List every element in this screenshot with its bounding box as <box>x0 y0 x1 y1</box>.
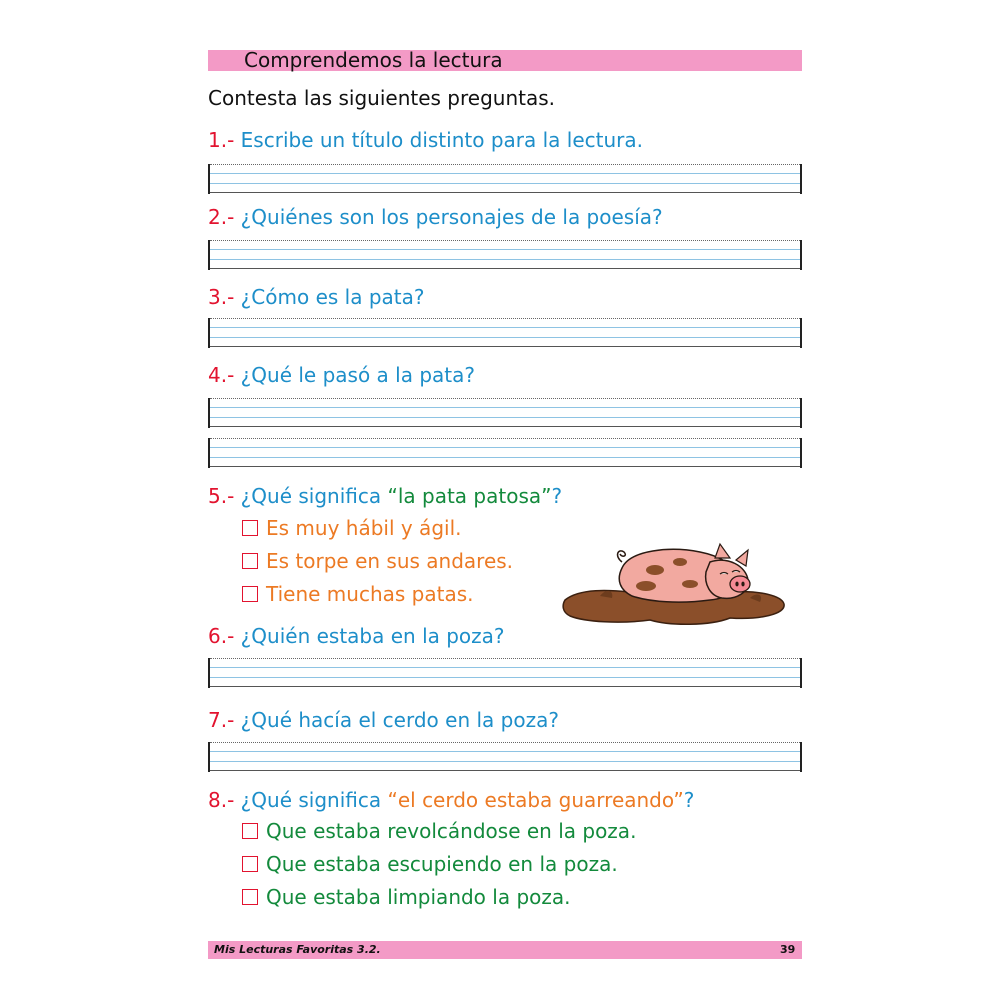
question-quote: “la pata patosa” <box>387 484 552 508</box>
question-text: ¿Cómo es la pata? <box>240 285 425 309</box>
checkbox[interactable] <box>242 586 258 602</box>
question-4 <box>208 363 475 387</box>
option-q8-1[interactable] <box>242 819 636 843</box>
question-text: ¿Qué significa <box>240 484 382 508</box>
question-mark: ? <box>551 484 563 508</box>
footer-book-title: Mis Lecturas Favoritas 3.2. <box>214 943 381 956</box>
answer-line-7[interactable] <box>208 742 802 772</box>
question-number: 4.- <box>208 363 235 387</box>
page-title: Comprendemos la lectura <box>244 48 503 72</box>
question-text: ¿Qué significa <box>240 788 382 812</box>
checkbox[interactable] <box>242 823 258 839</box>
question-7 <box>208 708 559 732</box>
answer-line-2[interactable] <box>208 240 802 270</box>
question-8 <box>208 788 694 812</box>
question-text: ¿Qué hacía el cerdo en la poza? <box>240 708 559 732</box>
option-q5-3[interactable] <box>242 582 474 606</box>
question-3 <box>208 285 424 309</box>
option-label: Es muy hábil y ágil. <box>266 516 462 540</box>
question-text: ¿Quién estaba en la poza? <box>240 624 505 648</box>
option-q8-2[interactable] <box>242 852 618 876</box>
option-label: Que estaba limpiando la poza. <box>266 885 571 909</box>
question-number: 8.- <box>208 788 235 812</box>
question-1 <box>208 128 643 152</box>
question-2 <box>208 205 663 229</box>
option-label: Que estaba escupiendo en la poza. <box>266 852 618 876</box>
checkbox[interactable] <box>242 856 258 872</box>
answer-line-3[interactable] <box>208 318 802 348</box>
answer-line-4b[interactable] <box>208 438 802 468</box>
question-quote: “el cerdo estaba guarreando” <box>387 788 684 812</box>
option-label: Tiene muchas patas. <box>266 582 474 606</box>
question-number: 3.- <box>208 285 235 309</box>
checkbox[interactable] <box>242 889 258 905</box>
pig-in-mud-icon <box>560 540 790 635</box>
option-q5-1[interactable] <box>242 516 461 540</box>
page-number: 39 <box>780 943 796 956</box>
question-text: ¿Qué le pasó a la pata? <box>240 363 475 387</box>
question-number: 6.- <box>208 624 235 648</box>
question-number: 2.- <box>208 205 235 229</box>
answer-line-1[interactable] <box>208 164 802 194</box>
question-number: 1.- <box>208 128 235 152</box>
checkbox[interactable] <box>242 520 258 536</box>
question-number: 5.- <box>208 484 235 508</box>
question-text: Escribe un título distinto para la lectura. <box>240 128 643 152</box>
question-6 <box>208 624 505 648</box>
question-number: 7.- <box>208 708 235 732</box>
question-5 <box>208 484 562 508</box>
question-mark: ? <box>683 788 695 812</box>
answer-line-4a[interactable] <box>208 398 802 428</box>
question-text: ¿Quiénes son los personajes de la poesía? <box>240 205 663 229</box>
option-label: Que estaba revolcándose en la poza. <box>266 819 637 843</box>
instruction-text: Contesta las siguientes preguntas. <box>208 86 556 110</box>
option-label: Es torpe en sus andares. <box>266 549 514 573</box>
option-q8-3[interactable] <box>242 885 571 909</box>
answer-line-6[interactable] <box>208 658 802 688</box>
checkbox[interactable] <box>242 553 258 569</box>
option-q5-2[interactable] <box>242 549 513 573</box>
